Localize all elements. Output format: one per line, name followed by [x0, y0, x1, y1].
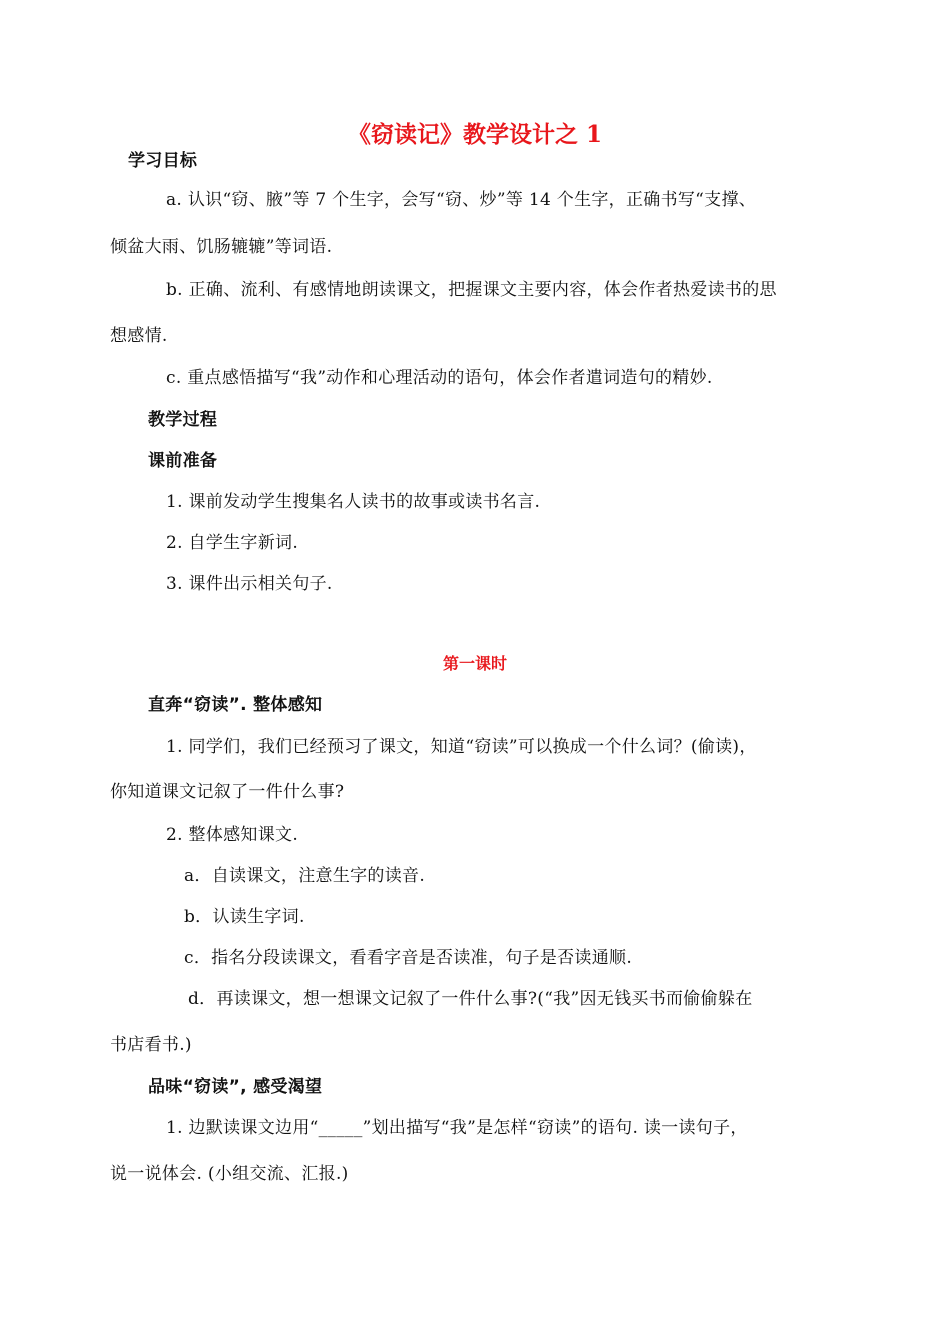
prep-heading: 课前准备: [148, 451, 218, 471]
section1-q1-line2: 你知道课文记叙了一件什么事?: [110, 782, 345, 802]
prep-item: 1. 课前发动学生搜集名人读书的故事或读书名言.: [166, 492, 541, 512]
document-title: 《窃读记》教学设计之 1: [347, 121, 602, 148]
process-heading: 教学过程: [148, 410, 218, 430]
objective-a-line2: 倾盆大雨、饥肠辘辘”等词语.: [110, 237, 333, 257]
section1-q1-line1: 1. 同学们，我们已经预习了课文，知道“窃读”可以换成一个什么词？(偷读)，: [166, 737, 757, 757]
objective-c-line1: c. 重点感悟描写“我”动作和心理活动的语句，体会作者遣词造句的精妙.: [166, 368, 713, 388]
lesson-heading: 第一课时: [442, 654, 507, 673]
section1-sub-d-line2: 书店看书.): [110, 1035, 192, 1055]
section1-sub-d-line1: d．再读课文，想一想课文记叙了一件什么事?(“我”因无钱买书而偷偷躲在: [188, 989, 753, 1009]
prep-item: 3. 课件出示相关句子.: [166, 574, 333, 594]
section1-q2: 2. 整体感知课文.: [166, 825, 299, 845]
section1-heading: 直奔“窃读”. 整体感知: [148, 695, 323, 715]
objective-b-line2: 想感情.: [110, 326, 168, 346]
section2-q1-line2: 说一说体会. (小组交流、汇报.): [110, 1164, 349, 1184]
section2-heading: 品味“窃读”, 感受渴望: [148, 1077, 323, 1097]
objectives-heading: 学习目标: [128, 151, 198, 171]
section1-sub-c: c．指名分段读课文，看看字音是否读准，句子是否读通顺.: [184, 948, 633, 968]
section2-q1-line1: 1. 边默读课文边用“_____”划出描写“我”是怎样“窃读”的语句. 读一读句子，: [166, 1118, 748, 1138]
section1-sub-a: a．自读课文，注意生字的读音.: [184, 866, 426, 886]
prep-item: 2. 自学生字新词.: [166, 533, 299, 553]
objective-b-line1: b. 正确、流利、有感情地朗读课文，把握课文主要内容，体会作者热爱读书的思: [166, 280, 777, 300]
objective-a-line1: a. 认识“窃、腋”等 7 个生字，会写“窃、炒”等 14 个生字，正确书写“支撑、: [166, 190, 757, 210]
section1-sub-b: b．认读生字词.: [184, 907, 305, 927]
